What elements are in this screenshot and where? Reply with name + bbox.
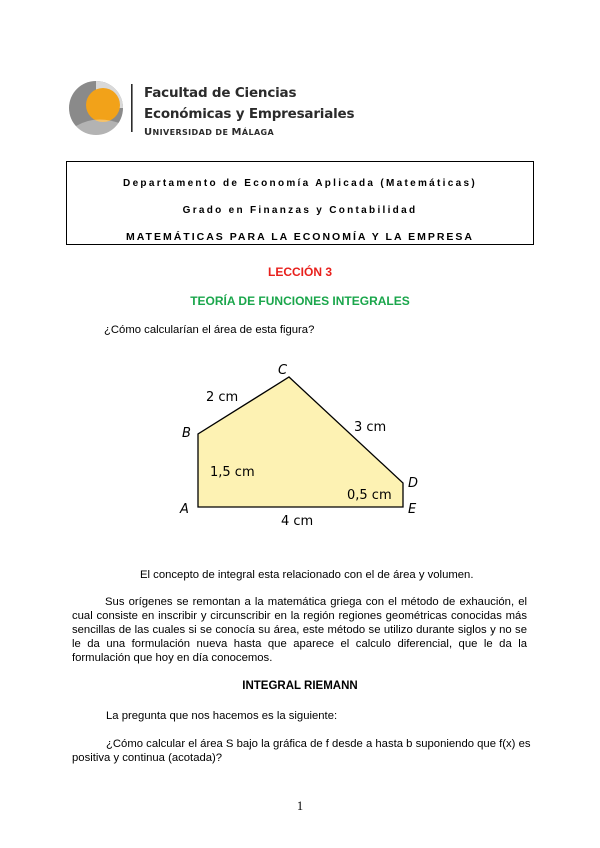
vertex-e-label: E bbox=[408, 502, 417, 517]
section-title: INTEGRAL RIEMANN bbox=[242, 680, 358, 692]
faculty-line-1: Facultad de Ciencias bbox=[144, 85, 297, 101]
side-ae-label: 4 cm bbox=[281, 514, 314, 529]
university-name: UNIVERSIDAD DE MÁLAGA bbox=[144, 127, 275, 138]
vertex-b-label: B bbox=[182, 426, 191, 441]
side-ab-label: 1,5 cm bbox=[210, 465, 255, 480]
riemann-question-text: ¿Cómo calcular el área S bajo la gráfica de f desde a hasta b suponiendo que f(x) es positiva y continua (acotada)? bbox=[72, 738, 531, 764]
question-intro: La pregunta que nos hacemos es la siguiente: bbox=[106, 710, 338, 722]
area-question: ¿Cómo calcularían el área de esta figura? bbox=[104, 324, 315, 336]
faculty-line-2: Económicas y Empresariales bbox=[144, 106, 355, 122]
logo-orange-disc bbox=[86, 88, 120, 122]
vertex-c-label: C bbox=[278, 363, 288, 378]
concept-sentence: El concepto de integral esta relacionado con el de área y volumen. bbox=[140, 569, 474, 581]
side-de-label: 0,5 cm bbox=[347, 488, 392, 503]
side-bc-label: 2 cm bbox=[206, 390, 239, 405]
faculty-logo bbox=[66, 78, 136, 136]
pentagon-figure bbox=[170, 355, 430, 535]
origins-text: Sus orígenes se remontan a la matemática griega con el método de exhaución, el cual consiste en inscribir y circunscribir en la región regiones geométricas conocidas más sencillas de las cuales si se conocía su área, este método se utilizo durante siglos y no se le da una formulación nueva hasta que aparece el calculo diferencial, que le da la formulación que hoy en día conocemos. bbox=[72, 596, 527, 664]
department-name: Departamento de Economía Aplicada (Matemáticas) bbox=[123, 178, 477, 189]
vertex-d-label: D bbox=[408, 476, 419, 491]
lesson-title: LECCIÓN 3 bbox=[267, 265, 332, 279]
origins-paragraph bbox=[72, 595, 527, 665]
riemann-question bbox=[72, 737, 532, 765]
vertex-a-label: A bbox=[180, 502, 189, 517]
faculty-name bbox=[144, 83, 354, 138]
logo-divider bbox=[131, 84, 133, 132]
course-header-box bbox=[66, 161, 534, 245]
page-number: 1 bbox=[296, 799, 304, 813]
course-name: MATEMÁTICAS PARA LA ECONOMÍA Y LA EMPRESA bbox=[125, 231, 474, 243]
topic-title: TEORÍA DE FUNCIONES INTEGRALES bbox=[190, 294, 410, 308]
degree-name: Grado en Finanzas y Contabilidad bbox=[182, 205, 418, 216]
side-cd-label: 3 cm bbox=[354, 420, 387, 435]
